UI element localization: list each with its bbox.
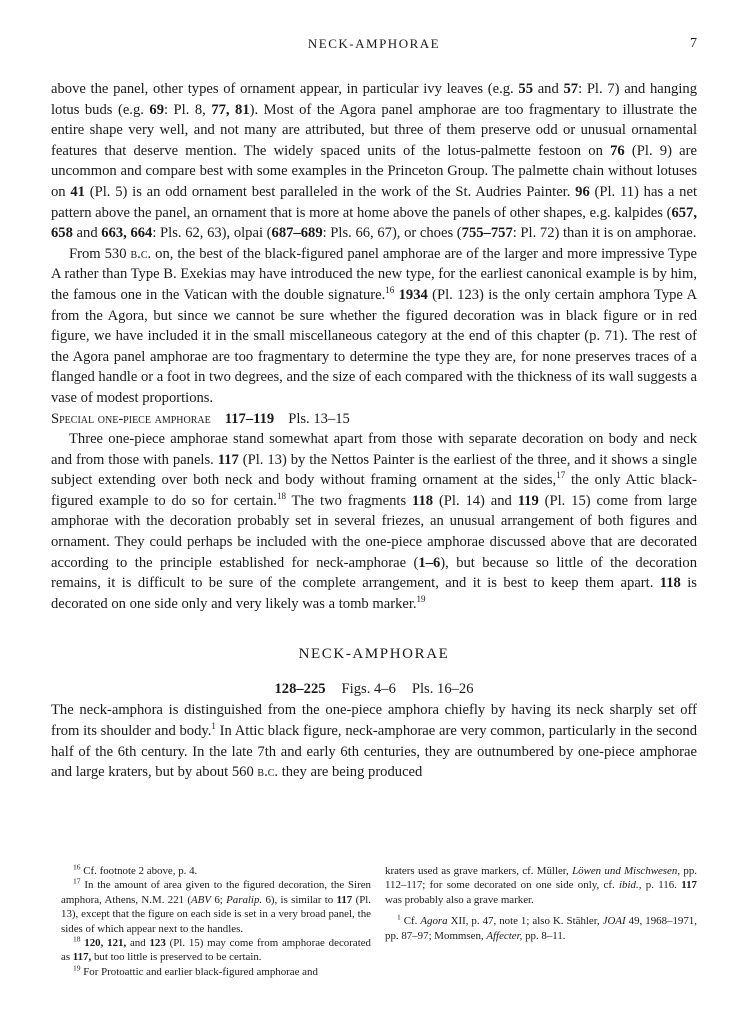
paragraph-1: above the panel, other types of ornament appear, in particular ivy leaves (e.g. 55 and 57: Pl. 7) and hanging lotus buds (e.g. 69: Pl. 8, 77, 81). Most of the Agora panel amphorae are too fragmentary to illustrate the entire shape very well, and not many are attributed, but three of them preserve odd or unusual ornamental features that deserve mention. The widely spaced units of the lotus-palmette festoon on 76 (Pl. 9) are uncommon and compare best with some examples in the Princeton Group. The palmette chain without lotuses on 41 (Pl. 5) is an odd ornament best paralleled in the work of the St. Audries Painter. 96 (Pl. 11) has a net pattern above the panel, an ornament that is more at home above the panels of other shapes, e.g. kalpides (657, 658 and 663, 664: Pls. 62, 63), olpai (687–689: Pls. 66, 67), or choes (755–757: Pl. 72) than it is on amphorae.: [51, 81, 697, 242]
page-number: 7: [690, 36, 697, 51]
special-amphorae-heading: Special one-piece amphorae 117–119 Pls. 13–15: [51, 410, 350, 427]
footnote-1: $^1$ Cf. Agora XII, p. 47, note 1; also K. Stähler, JOAI 49, 1968–1971, pp. 87–97; Mommsen, Affecter, pp. 8–11.: [385, 912, 697, 942]
footnotes-left-column: [61, 864, 371, 979]
body-text: [51, 79, 697, 783]
page: [51, 36, 697, 783]
paragraph-4: The neck-amphora is distinguished from the one-piece amphora chiefly by having its neck sharply set off from its shoulder and body.$^1$ In Attic black figure, neck-amphorae are very common, particularly in the second half of the 6th century. In the late 7th and early 6th centuries, they are outnumbered by one-piece amphorae and large kraters, but by about 560 b.c. they are being produced: [51, 702, 697, 781]
section-subtitle: 128–225 Figs. 4–6 Pls. 16–26: [274, 681, 474, 698]
footnote-19-continued: kraters used as grave markers, cf. Müller, Löwen und Mischwesen, pp. 112–117; for some decorated on one side only, cf. ibid., p. 116. 117 was probably also a grave marker.: [385, 865, 698, 906]
paragraph-2: From 530 b.c. on, the best of the black-figured panel amphorae are of the larger and more impressive Type A rather than Type B. Exekias may have introduced the new type, for the earliest canonical example is by him, the famous one in the Vatican with the double signature.$^{16}$ 1934 (Pl. 123) is the only certain amphora Type A from the Agora, but since we cannot be sure whether the figured decoration was in black figure or in red figure, we have included it in the small miscellaneous category at the end of this chapter (p. 71). The rest of the Agora panel amphorae are too fragmentary to determine the type they are, for none preserves traces of a flanged handle or a foot in two degrees, and the size of each compared with the thickness of its wall suggests a vase of modest proportions.: [51, 245, 697, 406]
footnote-17: $^{17}$ In the amount of area given to the figured decoration, the Siren amphora, Athens, N.M. 221 (ABV 6; Paralip. 6), is similar to 117 (Pl. 13), except that the figure on each side is set in a very broad panel, the sides of which appear next to the handles.: [61, 876, 371, 935]
paragraph-3: Three one-piece amphorae stand somewhat apart from those with separate decoration on body and neck and from those with panels. 117 (Pl. 13) by the Nettos Painter is the earliest of the three, and it shows a single subject extending over both neck and body without framing ornament at the sides,$^{17}$ the only Attic black-figured example to do so for certain.$^{18}$ The two fragments 118 (Pl. 14) and 119 (Pl. 15) come from large amphorae with the decoration probably set in several friezes, an unusual arrangement of both figures and ornament. They could perhaps be included with the one-piece amphorae discussed above that are decorated according to the principle established for neck-amphorae (1–6), but because so little of the decoration remains, it is difficult to be sure of the complete arrangement, and it is best to keep them apart. 118 is decorated on one side only and very likely was a tomb marker.$^{19}$: [51, 431, 698, 612]
footnote-16: $^{16}$ Cf. footnote 2 above, p. 4.: [73, 862, 198, 877]
footnote-19: $^{19}$ For Protoattic and earlier black-figured amphorae and: [73, 963, 318, 978]
running-head-title: NECK-AMPHORAE: [307, 36, 441, 51]
running-head: [51, 36, 697, 58]
footnotes-right-column: [385, 864, 697, 943]
footnote-18: $^{18}$ 120, 121, and 123 (Pl. 15) may come from amphorae decorated as 117, but too little is preserved to be certain.: [61, 934, 371, 964]
section-title: NECK-AMPHORAE: [298, 646, 450, 663]
